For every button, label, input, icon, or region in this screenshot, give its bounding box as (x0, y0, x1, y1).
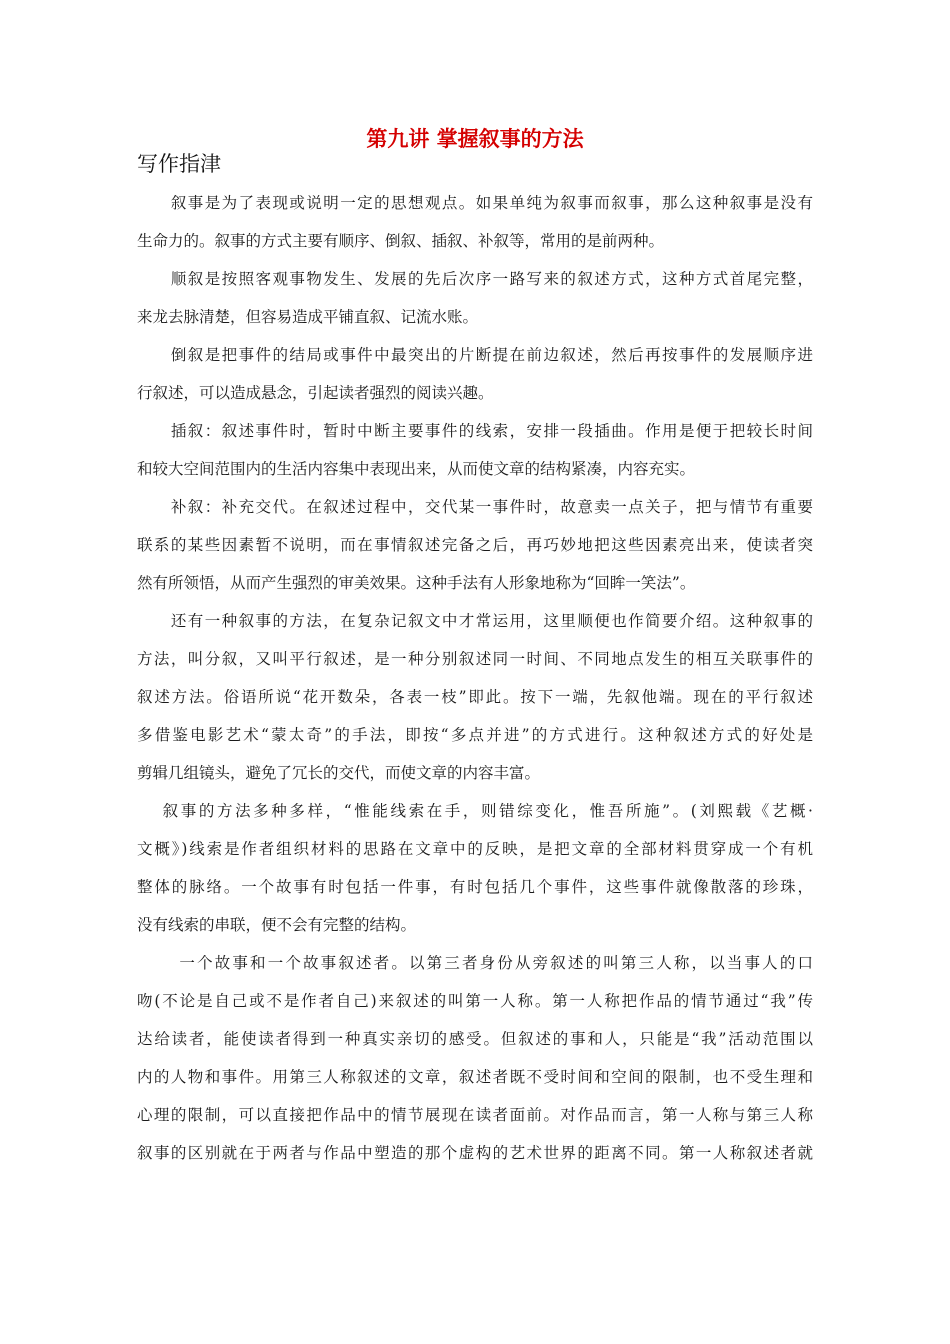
text-line: 叙事的区别就在于两者与作品中塑造的那个虚构的艺术世界的距离不同。第一人称叙述者就 (137, 1144, 813, 1162)
text-line: 没有线索的串联，便不会有完整的结构。 (137, 916, 417, 934)
text-line: 叙事是为了表现或说明一定的思想观点。如果单纯为叙事而叙事，那么这种叙事是没有 (137, 194, 813, 212)
text-line: 内的人物和事件。用第三人称叙述的文章，叙述者既不受时间和空间的限制，也不受生理和 (137, 1068, 813, 1086)
section-heading: 写作指津 (137, 152, 221, 176)
text-line: 和较大空间范围内的生活内容集中表现出来，从而使文章的结构紧凑，内容充实。 (137, 460, 696, 478)
text-line: 叙述方法。俗语所说“花开数朵，各表一枝”即此。按下一端，先叙他端。现在的平行叙述 (137, 688, 813, 706)
text-line: 然有所领悟，从而产生强烈的审美效果。这种手法有人形象地称为“回眸一笑法”。 (137, 574, 696, 592)
text-line: 叙事的方法多种多样，“惟能线索在手，则错综变化，惟吾所施”。(刘熙载《艺概· (137, 802, 813, 820)
text-line: 剪辑几组镜头，避免了冗长的交代，而使文章的内容丰富。 (137, 764, 541, 782)
text-line: 行叙述，可以造成悬念，引起读者强烈的阅读兴趣。 (137, 384, 494, 402)
text-line: 还有一种叙事的方法，在复杂记叙文中才常运用，这里顺便也作简要介绍。这种叙事的 (137, 612, 813, 630)
text-line: 心理的限制，可以直接把作品中的情节展现在读者面前。对作品而言，第一人称与第三人称 (137, 1106, 813, 1124)
text-line: 插叙：叙述事件时，暂时中断主要事件的线索，安排一段插曲。作用是便于把较长时间 (137, 422, 813, 440)
text-line: 倒叙是把事件的结局或事件中最突出的片断提在前边叙述，然后再按事件的发展顺序进 (137, 346, 813, 364)
text-line: 多借鉴电影艺术“蒙太奇”的手法，即按“多点并进”的方式进行。这种叙述方式的好处是 (137, 726, 813, 744)
text-line: 顺叙是按照客观事物发生、发展的先后次序一路写来的叙述方式，这种方式首尾完整， (137, 270, 813, 288)
text-line: 生命力的。叙事的方式主要有顺序、倒叙、插叙、补叙等，常用的是前两种。 (137, 232, 665, 250)
body-text (137, 188, 813, 1176)
text-line: 补叙：补充交代。在叙述过程中，交代某一事件时，故意卖一点关子，把与情节有重要 (137, 498, 813, 516)
text-line: 达给读者，能使读者得到一种真实亲切的感受。但叙述的事和人，只能是“我”活动范围以 (137, 1030, 813, 1048)
text-line: 一个故事和一个故事叙述者。以第三者身份从旁叙述的叫第三人称，以当事人的口 (137, 954, 813, 972)
text-line: 联系的某些因素暂不说明，而在事情叙述完备之后，再巧妙地把这些因素亮出来，使读者突 (137, 536, 813, 554)
text-line: 整体的脉络。一个故事有时包括一件事，有时包括几个事件，这些事件就像散落的珍珠， (137, 878, 813, 896)
text-line: 方法，叫分叙，又叫平行叙述，是一种分别叙述同一时间、不同地点发生的相互关联事件的 (137, 650, 813, 668)
text-line: 文概》)线索是作者组织材料的思路在文章中的反映，是把文章的全部材料贯穿成一个有机 (137, 840, 813, 858)
text-line: 来龙去脉清楚，但容易造成平铺直叙、记流水账。 (137, 308, 479, 326)
text-line: 吻(不论是自己或不是作者自己)来叙述的叫第一人称。第一人称把作品的情节通过“我”传 (137, 992, 813, 1010)
page-title: 第九讲 掌握叙事的方法 (366, 126, 584, 151)
